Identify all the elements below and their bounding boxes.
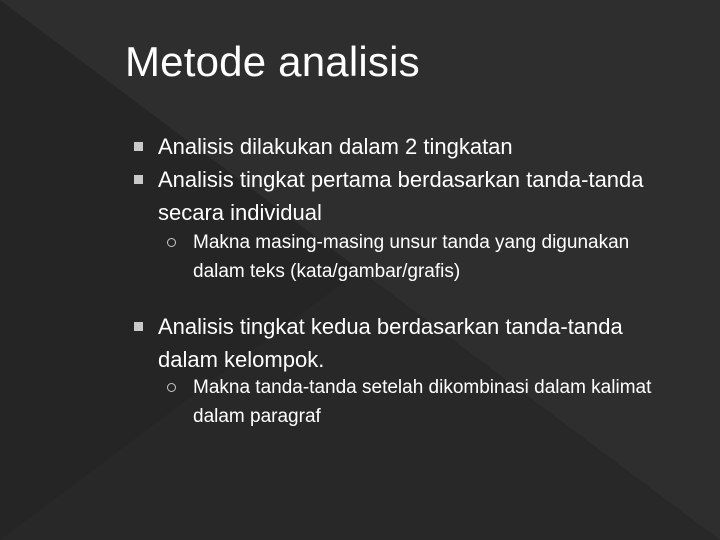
circle-bullet-icon [167,383,176,392]
sub-bullet-1 [193,228,673,286]
square-bullet-icon [134,175,143,184]
bullet-2-text: Analisis tingkat pertama berdasarkan tanda-tanda secara individual [158,167,644,225]
sub-bullet-1-text: Makna masing-masing unsur tanda yang digunakan dalam teks (kata/gambar/grafis) [193,232,630,282]
bullet-3-text: Analisis tingkat kedua berdasarkan tanda-tanda dalam kelompok. [158,314,623,372]
sub-bullet-2-text: Makna tanda-tanda setelah dikombinasi dalam kalimat dalam paragraf [193,377,652,427]
bullet-1-text: Analisis dilakukan dalam 2 tingkatan [158,134,513,159]
circle-bullet-icon [167,238,176,247]
bullet-2 [158,163,658,229]
bullet-1 [158,130,658,163]
square-bullet-icon [134,322,143,331]
sub-bullet-2 [193,373,673,431]
bullet-3 [158,310,658,376]
square-bullet-icon [134,142,143,151]
slide-title: Metode analisis [125,38,420,85]
